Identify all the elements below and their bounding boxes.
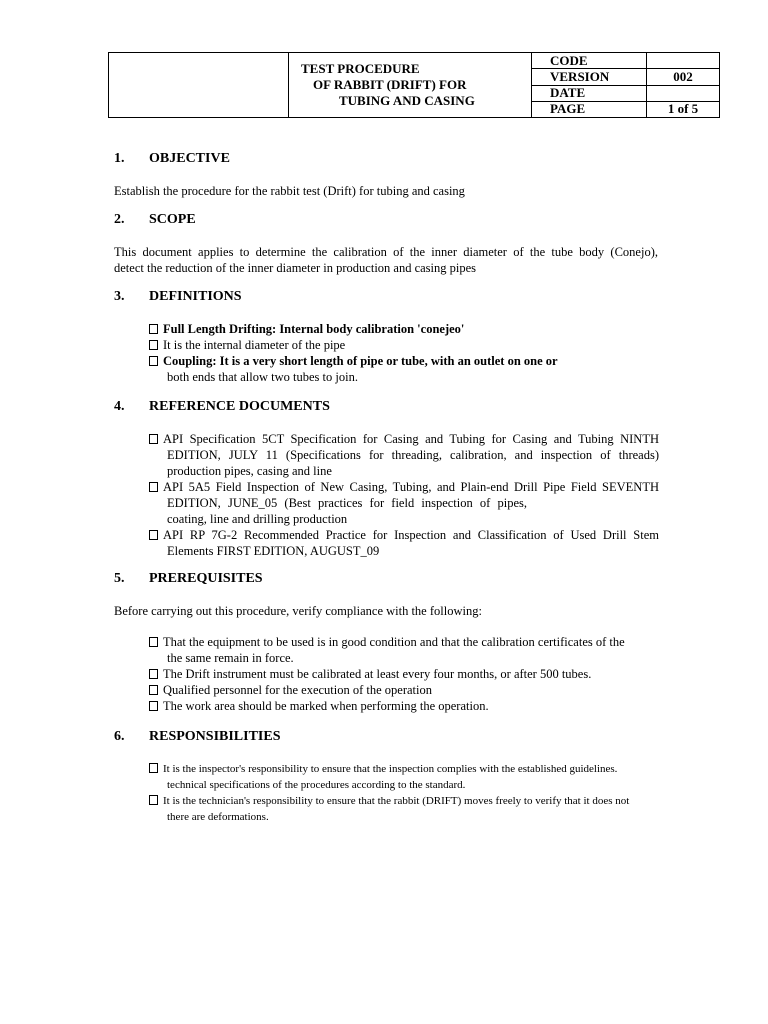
section-title: DEFINITIONS [149, 289, 242, 304]
checkbox-bullet-icon [149, 434, 158, 444]
document-title [289, 53, 532, 118]
list-item: That the equipment to be used is in good condition and that the calibration certificates of the [149, 634, 659, 650]
checkbox-bullet-icon [149, 530, 158, 540]
section-title: RESPONSIBILITIES [149, 729, 281, 744]
title-line-3: TUBING AND CASING [339, 93, 475, 108]
list-item: Qualified personnel for the execution of the operation [149, 682, 659, 698]
section-number: 1. [114, 151, 125, 166]
section-scope-heading [114, 212, 196, 228]
list-item-continuation: the same remain in force. [167, 651, 294, 665]
list-item: API RP 7G-2 Recommended Practice for Inspection and Classification of Used Drill Stem [149, 527, 659, 543]
section-number: 6. [114, 729, 125, 744]
prerequisites-list [149, 634, 659, 714]
scope-line-1: This document applies to determine the calibration of the inner diameter of the tube body (Conejo), [114, 245, 658, 259]
list-item-continuation: both ends that allow two tubes to join. [167, 370, 358, 384]
list-item-continuation: technical specifications of the procedures according to the standard. [167, 779, 466, 791]
references-list [149, 431, 659, 559]
section-objective-heading [114, 151, 230, 167]
prerequisites-intro: Before carrying out this procedure, verify compliance with the following: [114, 604, 482, 618]
list-item: API 5A5 Field Inspection of New Casing, Tubing, and Plain-end Drill Pipe Field SEVENTH [149, 479, 659, 495]
section-title: SCOPE [149, 212, 196, 227]
date-value [647, 85, 720, 101]
section-title: REFERENCE DOCUMENTS [149, 399, 330, 414]
page-value: 1 of 5 [647, 101, 720, 117]
list-item-continuation: EDITION, JUNE_05 (Best practices for field inspection of pipes, [167, 496, 527, 510]
section-responsibilities-heading [114, 729, 281, 745]
scope-line-2: detect the reduction of the inner diameter in production and casing pipes [114, 261, 477, 275]
list-item: It is the internal diameter of the pipe [149, 337, 659, 353]
section-prerequisites-heading [114, 571, 263, 587]
checkbox-bullet-icon [149, 685, 158, 695]
list-item: The work area should be marked when performing the operation. [149, 698, 659, 714]
page-label: PAGE [532, 101, 647, 117]
logo-cell [109, 53, 289, 118]
list-item: It is the technician's responsibility to ensure that the rabbit (DRIFT) moves freely to verify that it does not [149, 793, 659, 809]
list-item: The Drift instrument must be calibrated at least every four months, or after 500 tubes. [149, 666, 659, 682]
checkbox-bullet-icon [149, 669, 158, 679]
title-line-1: TEST PROCEDURE [301, 61, 420, 76]
list-item-continuation: EDITION, JULY 11 (Specifications for threading, calibration, and inspection of threads) [167, 448, 659, 462]
list-item-continuation: coating, line and drilling production [167, 512, 348, 526]
section-number: 4. [114, 399, 125, 414]
checkbox-bullet-icon [149, 340, 158, 350]
checkbox-bullet-icon [149, 637, 158, 647]
scope-text [114, 244, 658, 276]
section-number: 2. [114, 212, 125, 227]
section-title: PREREQUISITES [149, 571, 263, 586]
list-item-continuation: there are deformations. [167, 811, 269, 823]
section-definitions-heading [114, 289, 242, 305]
checkbox-bullet-icon [149, 763, 158, 773]
checkbox-bullet-icon [149, 482, 158, 492]
list-item: Coupling: It is a very short length of pipe or tube, with an outlet on one or [149, 353, 659, 369]
definitions-list [149, 321, 659, 385]
responsibilities-list [149, 761, 659, 825]
title-line-2: OF RABBIT (DRIFT) FOR [313, 77, 467, 92]
code-label: CODE [532, 53, 647, 69]
header-table [108, 52, 720, 118]
code-value [647, 53, 720, 69]
list-item-continuation: production pipes, casing and line [167, 464, 332, 478]
version-label: VERSION [532, 69, 647, 85]
list-item: API Specification 5CT Specification for Casing and Tubing for Casing and Tubing NINTH [149, 431, 659, 447]
list-item: Full Length Drifting: Internal body calibration 'conejeo' [149, 321, 659, 337]
section-number: 3. [114, 289, 125, 304]
objective-text: Establish the procedure for the rabbit test (Drift) for tubing and casing [114, 184, 465, 198]
list-item: It is the inspector's responsibility to ensure that the inspection complies with the established guidelines. [149, 761, 659, 777]
section-title: OBJECTIVE [149, 151, 230, 166]
list-item-continuation: Elements FIRST EDITION, AUGUST_09 [167, 544, 380, 558]
section-number: 5. [114, 571, 125, 586]
version-value: 002 [647, 69, 720, 85]
checkbox-bullet-icon [149, 795, 158, 805]
checkbox-bullet-icon [149, 701, 158, 711]
checkbox-bullet-icon [149, 356, 158, 366]
checkbox-bullet-icon [149, 324, 158, 334]
date-label: DATE [532, 85, 647, 101]
section-references-heading [114, 399, 330, 415]
